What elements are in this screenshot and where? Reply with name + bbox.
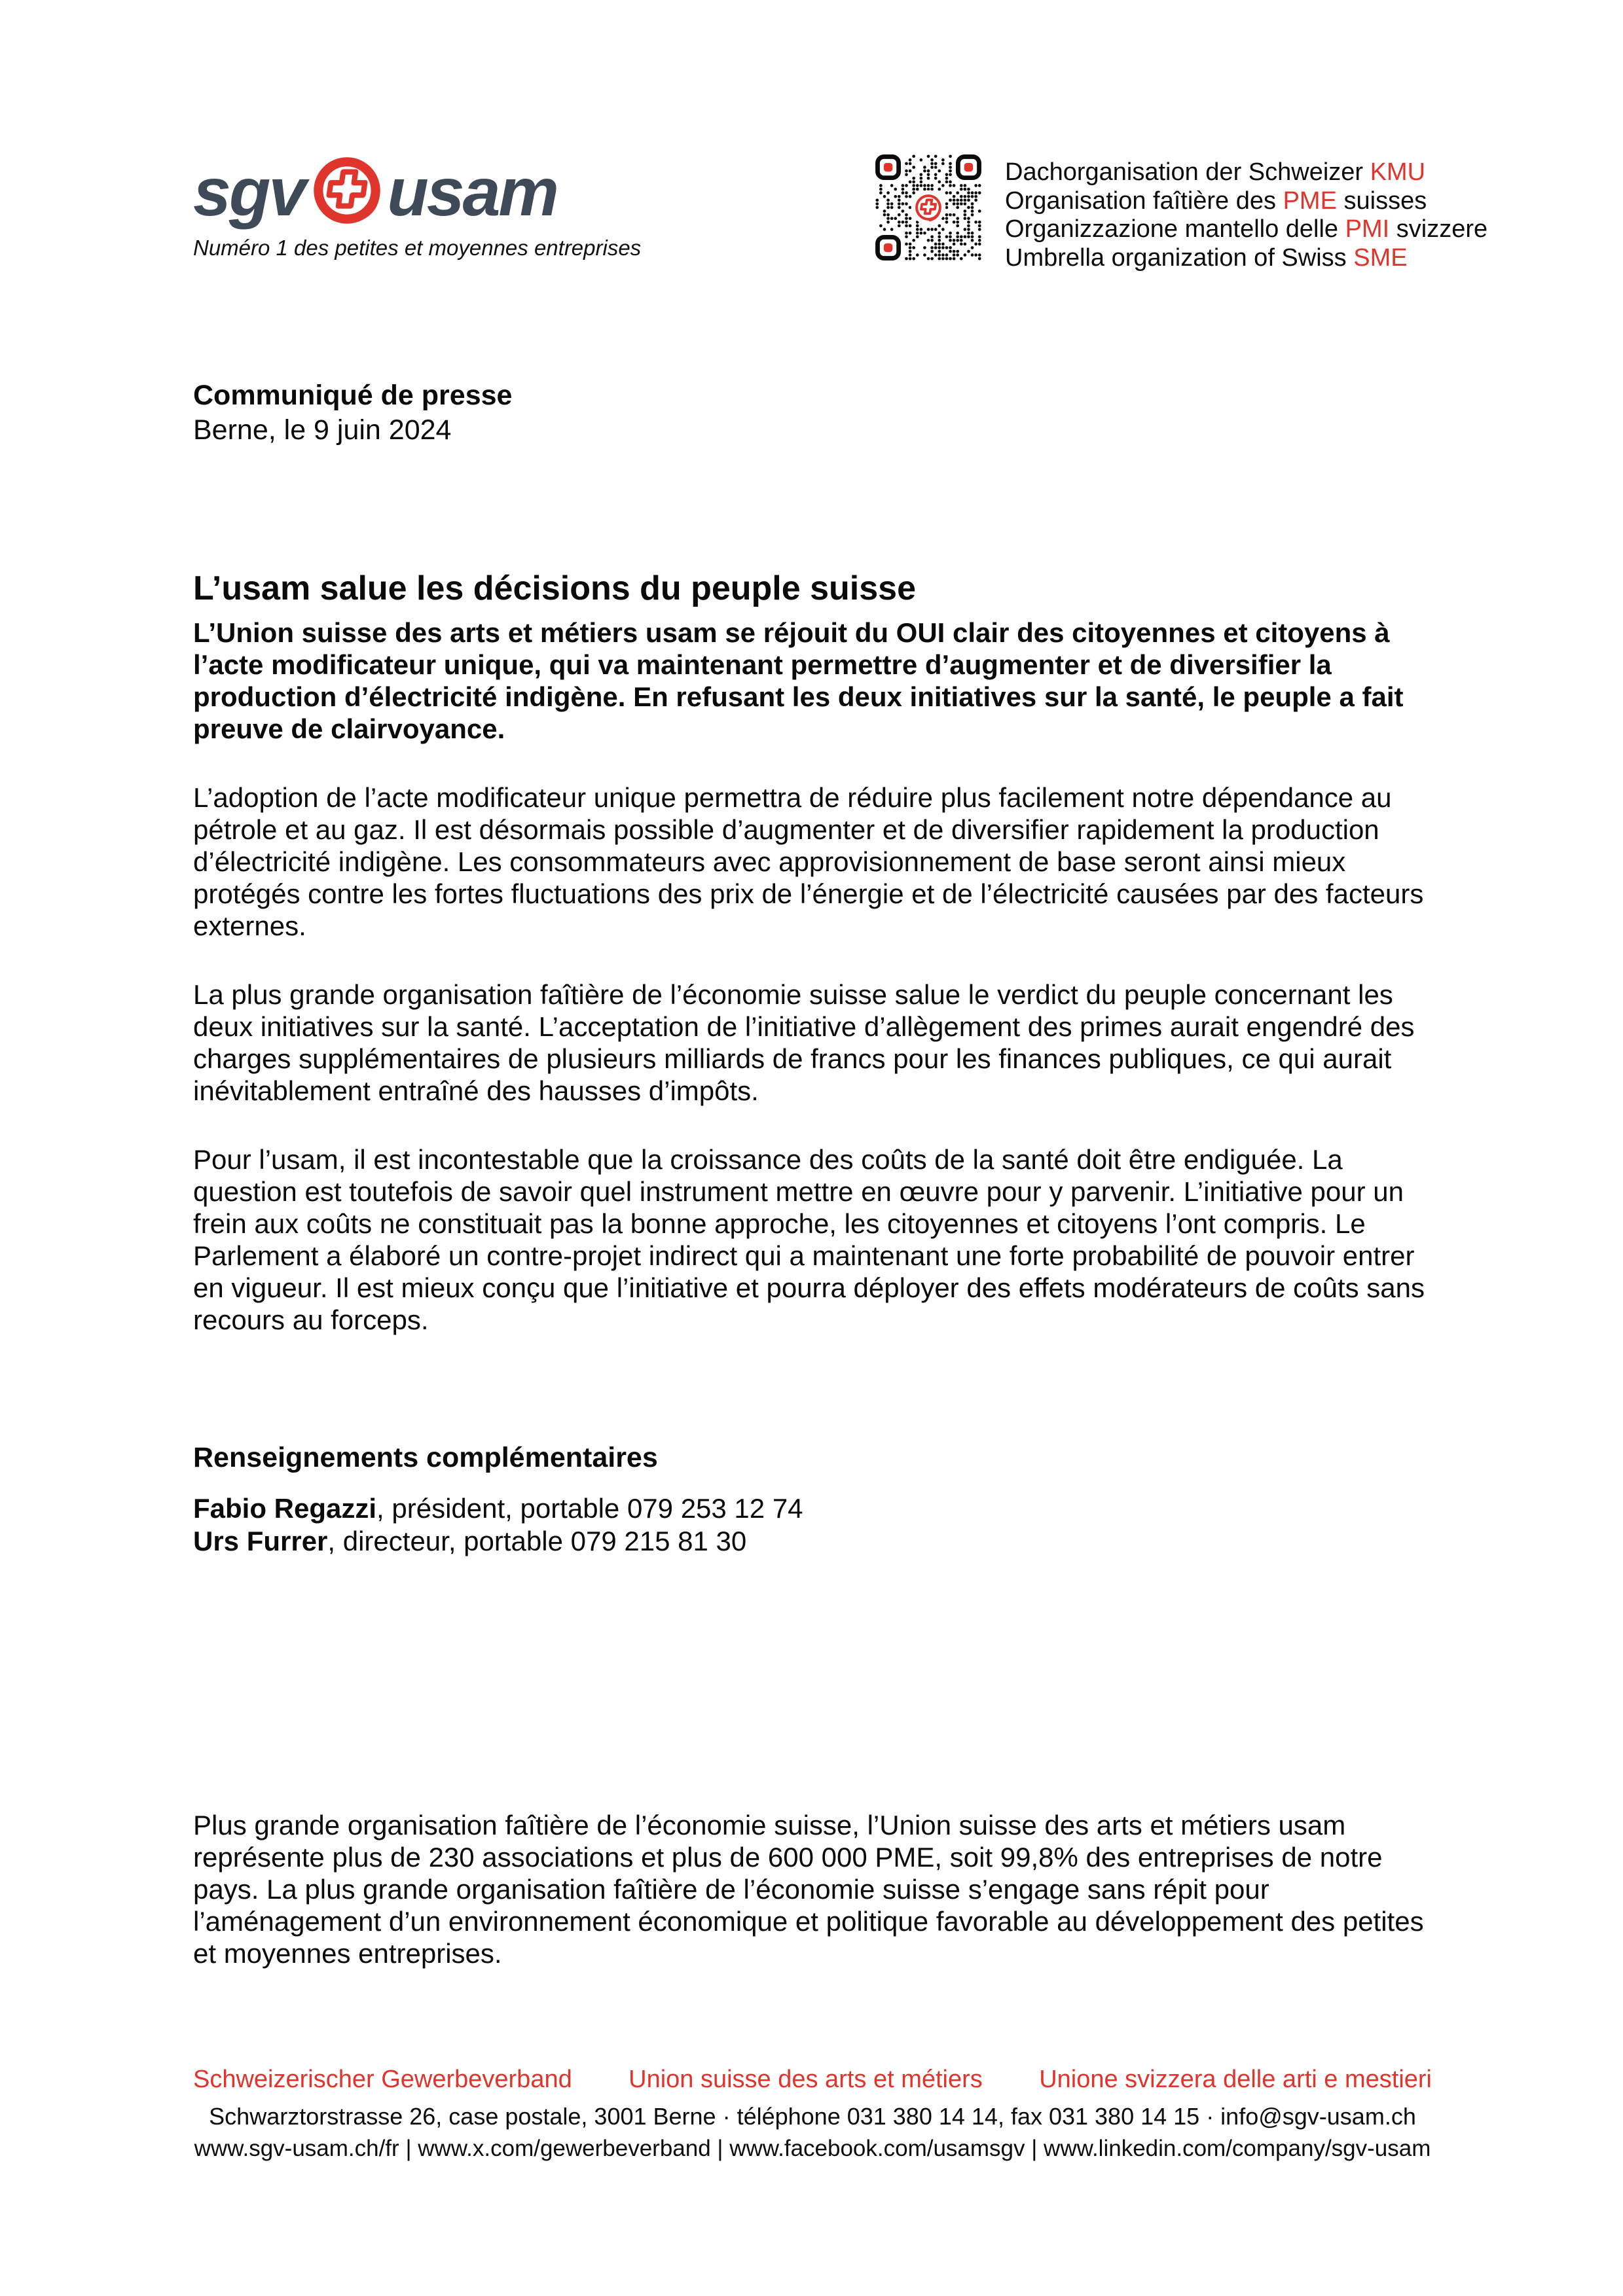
footer-org-it: Unione svizzera delle arti e mestieri xyxy=(1039,2066,1432,2093)
org-line-en: Umbrella organization of Swiss SME xyxy=(1005,243,1408,272)
contact-director xyxy=(193,1525,1437,1558)
logo-word-sgv: sgv xyxy=(193,154,305,230)
body-copy xyxy=(193,617,1437,1372)
sme-highlight: SME xyxy=(1353,243,1408,272)
org-line-de: Dachorganisation der Schweizer KMU xyxy=(1005,158,1426,186)
org-descriptor-block xyxy=(1005,158,1487,272)
logo-tagline: Numéro 1 des petites et moyennes entreprises xyxy=(193,236,642,260)
contacts-heading: Renseignements complémentaires xyxy=(193,1442,658,1473)
sgv-usam-logo xyxy=(193,156,641,260)
qr-code xyxy=(875,154,981,260)
boilerplate-paragraph: Plus grande organisation faîtière de l’économie suisse, l’Union suisse des arts et métiers usam représente plus de 230 associations et plus de 600 000 PME, soit 99,8% des entreprises de notre pays. La plus grande organisation faîtière de l’économie suisse s’engage sans répit pour l’aménagement d’un environnement économique et politique favorable au développement des petites et moyennes entreprises. xyxy=(193,1810,1424,1969)
qr-center-swiss-cross-at-icon xyxy=(911,190,946,225)
contact-name: Urs Furrer xyxy=(193,1526,328,1556)
contact-details: , président, portable 079 253 12 74 xyxy=(376,1493,803,1524)
page-title: L’usam salue les décisions du peuple suisse xyxy=(193,569,916,607)
footer-org-fr: Union suisse des arts et métiers xyxy=(629,2066,983,2093)
org-line-it: Organizzazione mantello delle PMI svizzere xyxy=(1005,215,1488,243)
swiss-cross-at-icon xyxy=(308,152,386,229)
kmu-highlight: KMU xyxy=(1370,158,1426,186)
pmi-highlight: PMI xyxy=(1345,215,1390,243)
contact-details: , directeur, portable 079 215 81 30 xyxy=(327,1526,747,1556)
logo-word-usam: usam xyxy=(387,154,557,230)
footer-address-line: Schwarztorstrasse 26, case postale, 3001 Berne · téléphone 031 380 14 14, fax 031 380 14 15 · info@sgv-usam.ch xyxy=(209,2103,1416,2130)
contact-president xyxy=(193,1492,1437,1525)
footer-links-line: www.sgv-usam.ch/fr | www.x.com/gewerbeverband | www.facebook.com/usamsgv | www.linkedin.com/company/sgv-usam xyxy=(194,2136,1431,2161)
paragraph-3: Pour l’usam, il est incontestable que la croissance des coûts de la santé doit être endiguée. La question est toutefois de savoir quel instrument mettre en œuvre pour y parvenir. L’initiative pour un frein aux coûts ne constituait pas la bonne approche, les citoyennes et citoyens l’ont compris. Le Parlement a élaboré un contre-projet indirect qui a maintenant une forte probabilité de pouvoir entrer en vigueur. Il est mieux conçu que l’initiative et pourra déployer des effets modérateurs de coûts sans recours au forceps. xyxy=(193,1144,1425,1335)
document-type: Communiqué de presse xyxy=(193,380,513,411)
lead-paragraph: L’Union suisse des arts et métiers usam se réjouit du OUI clair des citoyennes et citoyens à l’acte modificateur unique, qui va maintenant permettre d’augmenter et de diversifier la production d’électricité indigène. En refusant les deux initiatives sur la santé, le peuple a fait preuve de clairvoyance. xyxy=(193,617,1404,744)
contact-name: Fabio Regazzi xyxy=(193,1493,377,1524)
org-line-fr: Organisation faîtière des PME suisses xyxy=(1005,187,1427,215)
document-meta xyxy=(193,378,512,448)
dateline: Berne, le 9 juin 2024 xyxy=(193,414,452,446)
contacts-section xyxy=(193,1442,1437,1558)
paragraph-2: La plus grande organisation faîtière de l’économie suisse salue le verdict du peuple concernant les deux initiatives sur la santé. L’acceptation de l’initiative d’allègement des primes aurait engendré des charges supplémentaires de plusieurs milliards de francs pour les finances publiques, ce qui aurait inévitablement entraîné des hausses d’impôts. xyxy=(193,979,1415,1106)
page-footer xyxy=(193,2065,1432,2162)
footer-org-names xyxy=(193,2065,1432,2094)
pme-highlight: PME xyxy=(1283,187,1337,215)
footer-org-de: Schweizerischer Gewerbeverband xyxy=(193,2066,572,2093)
paragraph-1: L’adoption de l’acte modificateur unique permettra de réduire plus facilement notre dépendance au pétrole et au gaz. Il est désormais possible d’augmenter et de diversifier rapidement la production d’électricité indigène. Les consommateurs avec approvisionnement de base seront ainsi mieux protégés contre les fortes fluctuations des prix de l’énergie et de l’électricité causées par des facteurs externes. xyxy=(193,782,1424,941)
